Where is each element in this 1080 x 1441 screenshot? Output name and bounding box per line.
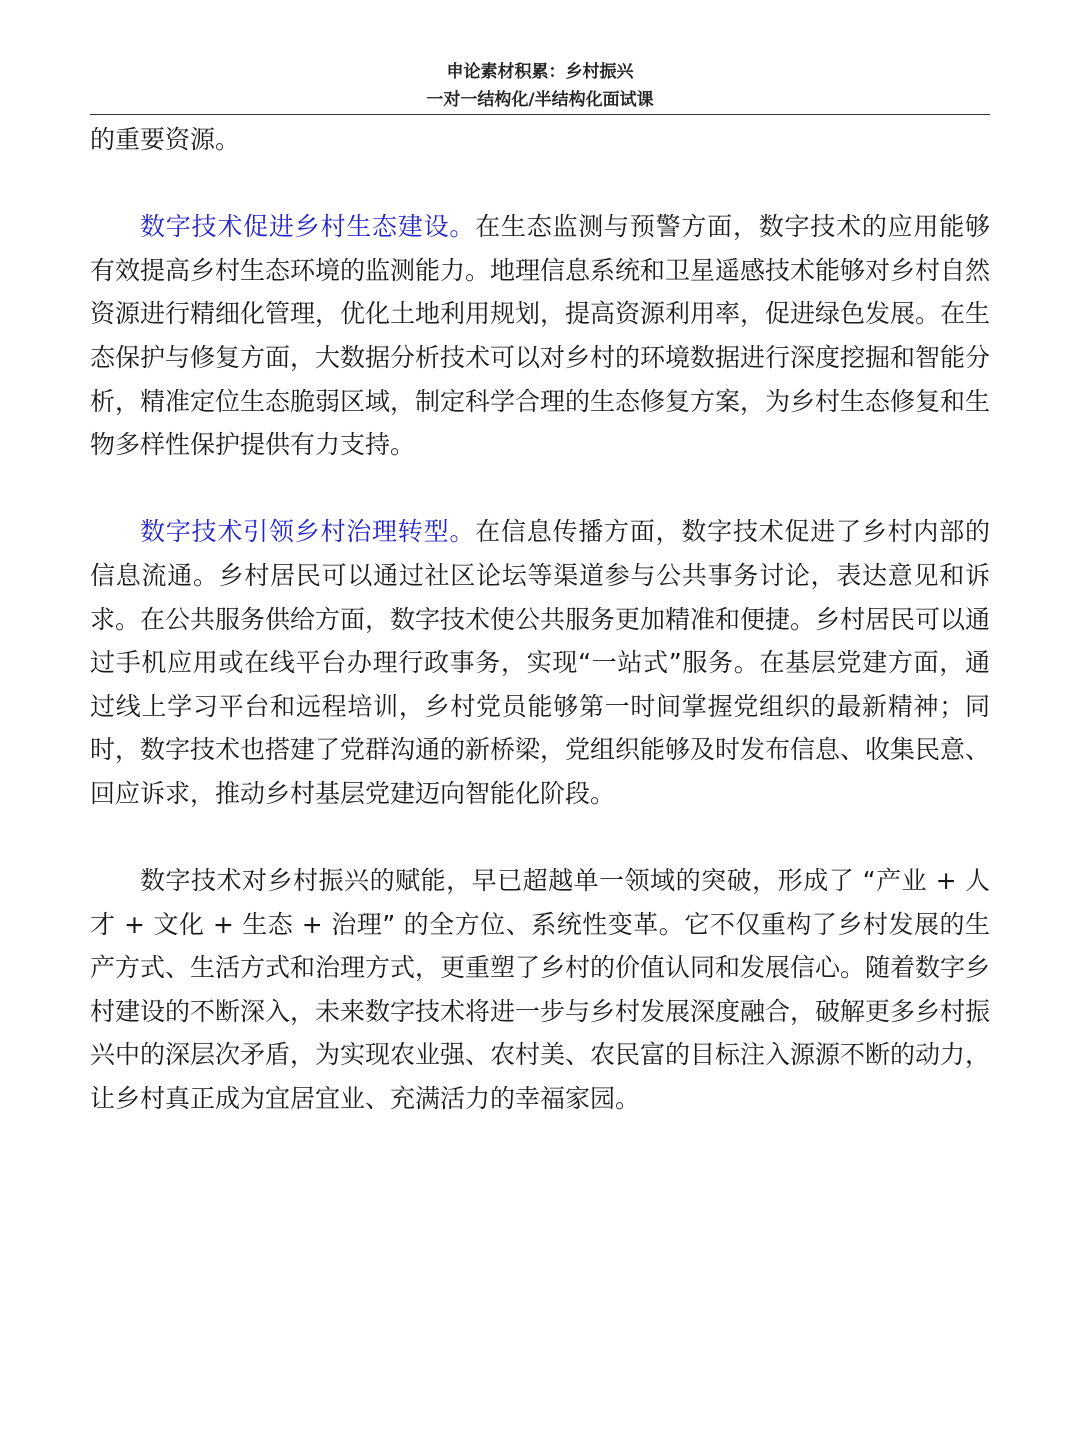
paragraph-governance xyxy=(90,510,990,815)
paragraph-text: 在信息传播方面，数字技术促进了乡村内部的信息流通。乡村居民可以通过社区论坛等渠道参与公共事务讨论，表达意见和诉求。在公共服务供给方面，数字技术使公共服务更加精准和便捷。乡村居民可以通过手机应用或在线平台办理行政事务，实现“一站式”服务。在基层党建方面，通过线上学习平台和远程培训，乡村党员能够第一时间掌握党组织的最新精神；同时，数字技术也搭建了党群沟通的新桥梁，党组织能够及时发布信息、收集民意、回应诉求，推动乡村基层党建迈向智能化阶段。 xyxy=(90,517,991,808)
page-header xyxy=(90,58,990,114)
paragraph-conclusion xyxy=(90,859,990,1121)
paragraph-heading-ecology: 数字技术促进乡村生态建设。 xyxy=(140,212,476,242)
article-body xyxy=(90,118,990,1121)
header-subtitle: 一对一结构化/半结构化面试课 xyxy=(426,90,654,110)
paragraph-heading-governance: 数字技术引领乡村治理转型。 xyxy=(140,517,476,547)
paragraph-text: 在生态监测与预警方面，数字技术的应用能够有效提高乡村生态环境的监测能力。地理信息系统和卫星遥感技术能够对乡村自然资源进行精细化管理，优化土地利用规划，提高资源利用率，促进绿色发展。在生态保护与修复方面，大数据分析技术可以对乡村的环境数据进行深度挖掘和智能分析，精准定位生态脆弱区域，制定科学合理的生态修复方案，为乡村生态修复和生物多样性保护提供有力支持。 xyxy=(90,212,991,460)
header-divider xyxy=(90,114,990,115)
paragraph-continuation xyxy=(90,118,990,162)
header-title: 申论素材积累：乡村振兴 xyxy=(446,62,634,82)
paragraph-text: 的重要资源。 xyxy=(90,125,241,154)
paragraph-ecology xyxy=(90,205,990,467)
paragraph-text: 数字技术对乡村振兴的赋能，早已超越单一领域的突破，形成了 “产业 + 人才 + 文化 + 生态 + 治理” 的全方位、系统性变革。它不仅重构了乡村发展的生产方式、生活方式和治理方式，更重塑了乡村的价值认同和发展信心。随着数字乡村建设的不断深入，未来数字技术将进一步与乡村发展深度融合，破解更多乡村振兴中的深层次矛盾，为实现农业强、农村美、农民富的目标注入源源不断的动力，让乡村真正成为宜居宜业、充满活力的幸福家园。 xyxy=(90,866,991,1114)
